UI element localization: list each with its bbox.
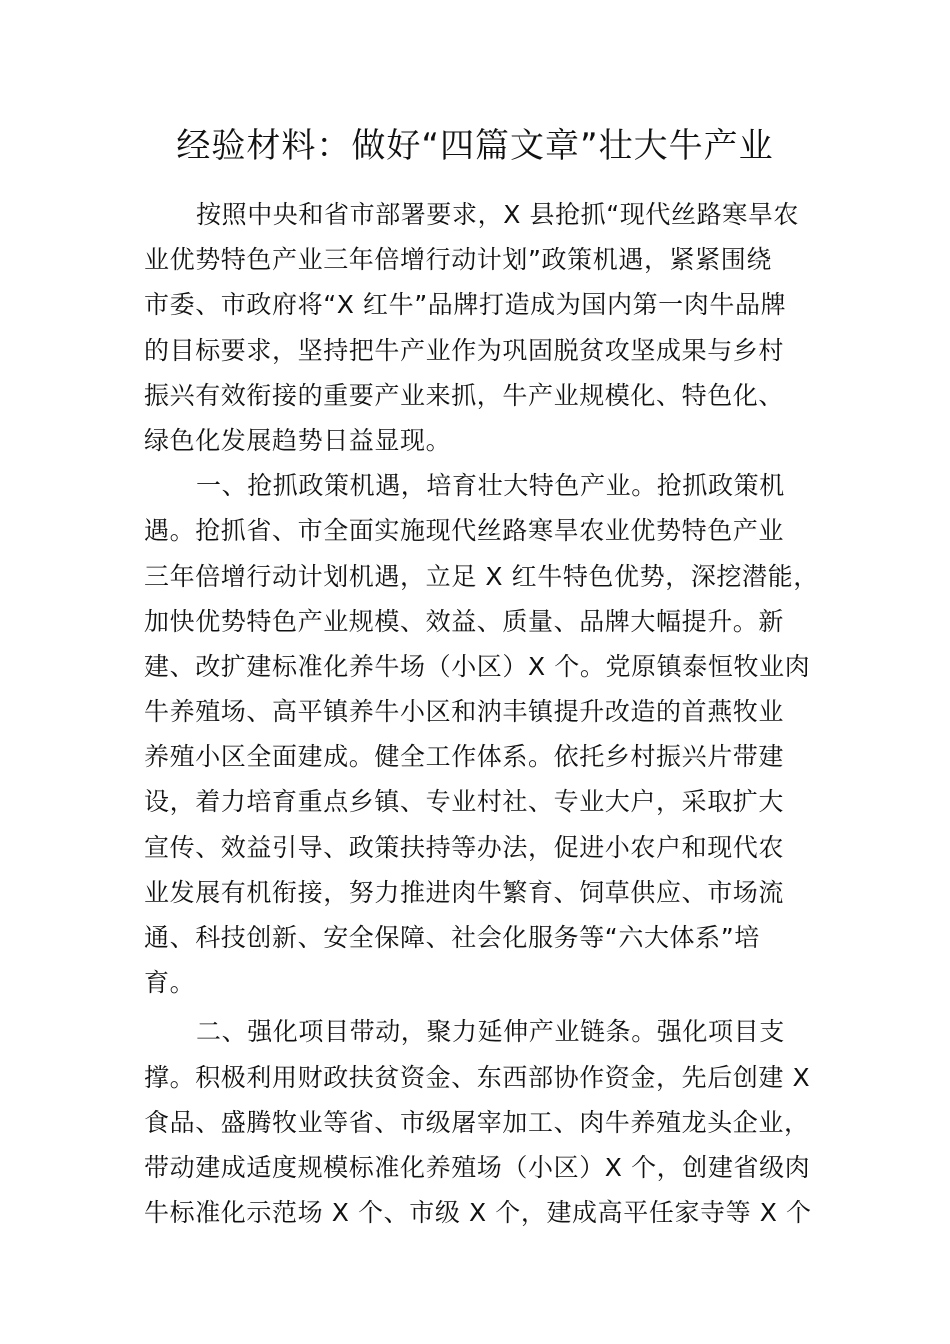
text-line: 养殖小区全面建成。健全工作体系。依托乡村振兴片带建 bbox=[144, 742, 785, 772]
paragraph-intro bbox=[144, 192, 824, 463]
text-line: 一、抢抓政策机遇，培育壮大特色产业。抢抓政策机 bbox=[196, 471, 785, 501]
text-line: 二、强化项目带动，聚力延伸产业链条。强化项目支 bbox=[196, 1017, 785, 1047]
text-line: 的目标要求，坚持把牛产业作为巩固脱贫攻坚成果与乡村 bbox=[144, 335, 785, 365]
text-line: 撑。积极利用财政扶贫资金、东西部协作资金，先后创建 X bbox=[144, 1062, 811, 1092]
text-line: 市委、市政府将“X 红牛”品牌打造成为国内第一肉牛品牌 bbox=[144, 290, 787, 320]
text-line: 育。 bbox=[144, 968, 196, 998]
text-line: 带动建成适度规模标准化养殖场（小区）X 个，创建省级肉 bbox=[144, 1152, 811, 1182]
text-line: 通、科技创新、安全保障、社会化服务等“六大体系”培 bbox=[144, 923, 760, 952]
text-line: 振兴有效衔接的重要产业来抓，牛产业规模化、特色化、 bbox=[144, 380, 785, 410]
text-line: 设，着力培育重点乡镇、专业村社、专业大户，采取扩大 bbox=[144, 787, 785, 817]
text-line: 三年倍增行动计划机遇，立足 X 红牛特色优势，深挖潜能， bbox=[144, 561, 819, 591]
text-line: 加快优势特色产业规模、效益、质量、品牌大幅提升。新 bbox=[144, 606, 785, 636]
text-line: 绿色化发展趋势日益显现。 bbox=[144, 425, 452, 455]
paragraph-section-two bbox=[144, 1009, 824, 1235]
text-line: 牛标准化示范场 X 个、市级 X 个，建成高平任家寺等 X 个 bbox=[144, 1198, 812, 1228]
text-line: 宣传、效益引导、政策扶持等办法，促进小农户和现代农 bbox=[144, 832, 785, 862]
paragraph-section-one bbox=[144, 463, 824, 1005]
document-body bbox=[144, 192, 824, 1235]
text-line: 遇。抢抓省、市全面实施现代丝路寒旱农业优势特色产业 bbox=[144, 516, 785, 546]
text-line: 食品、盛腾牧业等省、市级屠宰加工、肉牛养殖龙头企业， bbox=[144, 1107, 810, 1137]
text-line: 牛养殖场、高平镇养牛小区和汭丰镇提升改造的首燕牧业 bbox=[144, 697, 785, 727]
text-line: 建、改扩建标准化养牛场（小区）X 个。党原镇泰恒牧业肉 bbox=[144, 651, 811, 681]
text-line: 业优势特色产业三年倍增行动计划”政策机遇，紧紧围绕 bbox=[144, 245, 772, 275]
text-line: 按照中央和省市部署要求，X 县抢抓“现代丝路寒旱农 bbox=[196, 200, 800, 229]
document-title: 经验材料：做好“四篇文章”壮大牛产业 bbox=[176, 126, 774, 166]
text-line: 业发展有机衔接，努力推进肉牛繁育、饲草供应、市场流 bbox=[144, 877, 785, 907]
